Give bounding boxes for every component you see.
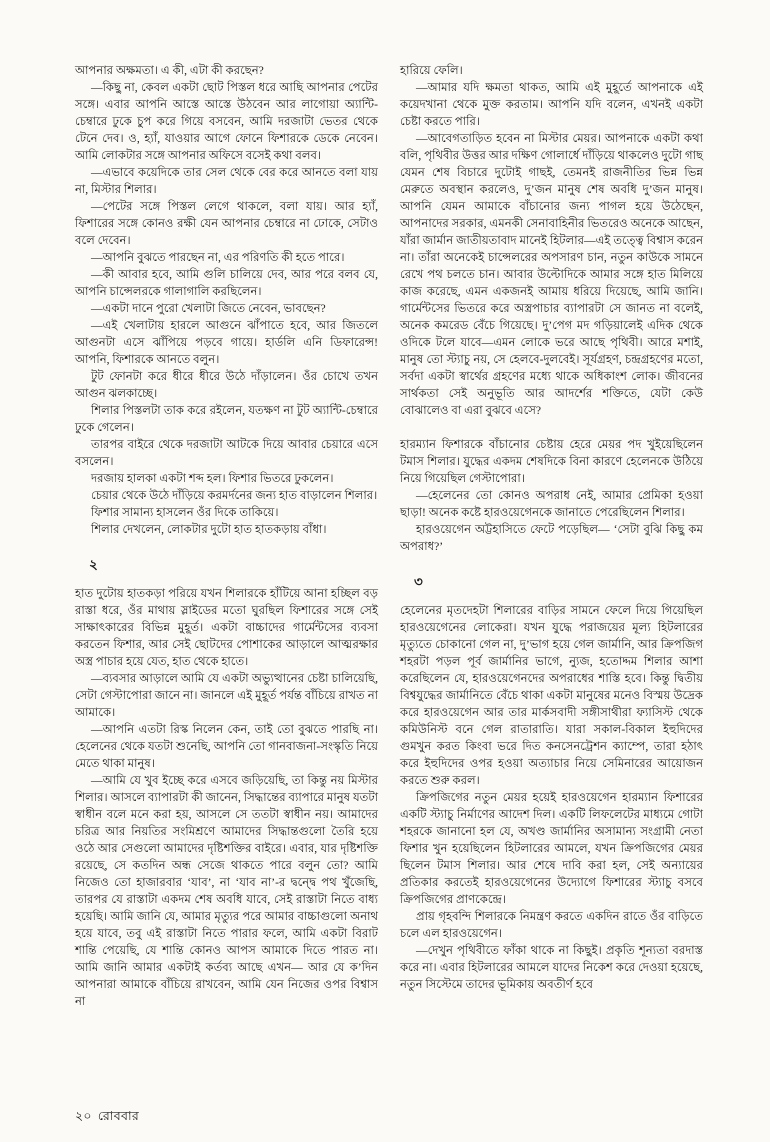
body-paragraph: —আবেগতাড়িত হবেন না মিস্টার মেয়র। আপনাকে একটা কথা বলি, পৃথিবীর উত্তর আর দক্ষিণ গোলার্ধে দাঁড়িয়ে থাকলেও দুটো গাছ যেমন শেষ বিচারে দুটোই গাছই, তেমনই রাজনীতির ভিন্ন ভিন্ন মেরুতে অবস্থান করলেও, দু’জন মানুষ শেষ অবধি দু’জন মানুষ। আপনি যেমন আমাকে বাঁচানোর জন্য পাগল হয়ে উঠেছেন, আপনাদের সরকার, এমনকী সেনাবাহিনীর ভিতরেও অনেকে আছেন, যাঁরা জার্মান জাতীয়তাবাদ মানেই হিটলার—এই তত্ত্বে বিশ্বাস করেন না। তাঁরা অনেকেই চান্সেলরের অপসারণ চান, নতুন কাউকে সামনে রেখে পথ চলতে চান। আবার উল্টোদিকে আমার সঙ্গে হাত মিলিয়ে কাজ করেছে, এমন একজনই আমায় ধরিয়ে দিয়েছে, আমি জানি। গার্মেন্টসের ভিতরে করে অস্ত্রপাচার ব্যাপারটা সে জানত না বলেই, অনেক কমরেড বেঁচে গিয়েছে। দু’পেগ মদ গড়িয়ালেই এদিক থেকে ওদিকে টলে যাবে—এমন লোকে ভরে আছে পৃথিবী। আরে মশাই, মানুষ তো স্ট্যাচু নয়, সে হেলবে-দুলবেই। সূর্যগ্রহণ, চন্দ্রগ্রহণের মতো, সর্বদা একটা স্বার্থের গ্রহণের মধ্যে থাকে অধিকাংশ লোক। জীবনের সার্থকতা সেই অনুভূতি আর আদর্শের শক্তিতে, যেটা কেউ বোঝালেও বা এরা বুঝবে এসে? [400, 132, 703, 417]
body-paragraph: হারওয়েগেন অট্টহাসিতে ফেটে পড়েছিল— ‘সেটা বুঝি কিছু কম অপরাধ?’ [400, 523, 703, 553]
page-number: ২০ [75, 1109, 92, 1123]
body-paragraph: —এভাবে কয়েদিকে তার সেল থেকে বের করে আনতে বলা যায় না, মিস্টার শিলার। [75, 166, 378, 196]
body-paragraph: —আমার যদি ক্ষমতা থাকত, আমি এই মুহূর্তে আপনাকে এই কয়েদখানা থেকে মুক্ত করতাম। আপনি যদি বলেন, এখনই একটা চেষ্টা করতে পারি। [400, 81, 703, 128]
body-paragraph: —পেটের সঙ্গে পিস্তল লেগে থাকলে, বলা যায়। আর হ্যাঁ, ফিশারের সঙ্গে কোনও রক্ষী যেন আপনার চেম্বারে না ঢোকে, সেটাও বলে দেবেন। [75, 200, 378, 247]
body-paragraph: হেলেনের মৃতদেহটা শিলারের বাড়ির সামনে ফেলে দিয়ে গিয়েছিল হারওয়েগেনের লোকেরা। যখন যুদ্ধে পরাজয়ের মূল্য হিটলারের মৃত্যুতে চোকানো গেল না, দু’ভাগ হয়ে গেল জার্মানি, আর ক্রিপজিগ শহরটা পড়ল পূর্ব জার্মানির ভাগে, ন্যুজ, হতোদ্দম শিলার আশা করেছিলেন যে, হারওয়েগেনদের অপরাধের শাস্তি হবে। কিন্তু দ্বিতীয় বিশ্বযুদ্ধের জার্মানিতে বেঁচে থাকা একটা মানুষের মনেও বিস্ময় উদ্রেক করে হারওয়েগেন আর তার মার্কসবাদী সঙ্গীসাথীরা ফ্যাসিস্ট থেকে কমিউনিস্ট বনে গেল রাতারাতি। যারা সকাল-বিকাল ইহুদিদের গুমখুন করত কিংবা ভরে দিত কনসেনট্রেশন ক্যাম্পে, তারা হঠাৎ করে ইহুদিদের ওপর হওয়া অত্যাচার নিয়ে সেমিনারের আয়োজন করতে শুরু করল। [400, 604, 703, 787]
body-paragraph: হারিয়ে ফেলি। [400, 64, 463, 77]
body-paragraph: —হেলেনের তো কোনও অপরাধ নেই, আমার প্রেমিকা হওয়া ছাড়া! অনেক কষ্টে হারওয়েগেনকে জানাতে পেরেছিলেন শিলার। [400, 489, 703, 519]
body-paragraph: —ব্যবসার আড়ালে আমি যে একটা অভ্যুত্থানের চেষ্টা চালিয়েছি, সেটা গেস্টাপোরা জানে না। জানলে এই মুহূর্ত পর্যন্ত বাঁচিয়ে রাখত না আমাকে। [75, 672, 378, 719]
body-paragraph: তারপর বাইরে থেকে দরজাটা আটকে দিয়ে আবার চেয়ারে এসে বসলেন। [75, 438, 378, 468]
publication-name: রোববার [97, 1109, 140, 1123]
text-columns [75, 62, 704, 1010]
section-number: ২ [89, 557, 98, 572]
body-paragraph: দরজায় হালকা একটা শব্দ হল। ফিশার ভিতরে ঢুকলেন। [91, 472, 334, 485]
section-number: ৩ [414, 574, 423, 589]
body-paragraph: —আপনি বুঝতে পারছেন না, এর পরিণতি কী হতে পারে। [91, 251, 345, 264]
body-paragraph: শিলার পিস্তলটা তাক করে রইলেন, যতক্ষণ না টুট অ্যান্টি-চেম্বারে ঢুকে গেলেন। [75, 404, 378, 434]
body-paragraph: হারম্যান ফিশারকে বাঁচানোর চেষ্টায় হেরে মেয়র পদ খুইয়েছিলেন টমাস শিলার। যুদ্ধের একদম শেষদিকে বিনা কারণে হেলেনকে উঠিয়ে নিয়ে গিয়েছিল গেস্টাপোরা। [400, 438, 703, 485]
page-footer [75, 1108, 145, 1128]
body-paragraph: —একটা দানে পুরো খেলাটা জিতে নেবেন, ভাবছেন? [91, 302, 326, 315]
body-paragraph: চেয়ার থেকে উঠে দাঁড়িয়ে করমর্দনের জন্য হাত বাড়ালেন শিলার। [91, 489, 378, 502]
left-column [75, 62, 378, 1010]
body-paragraph: —দেখুন পৃথিবীতে ফাঁকা থাকে না কিছুই। প্রকৃতি শূন্যতা বরদাস্ত করে না। এবার হিটলারের আমলে যাদের নিকেশ করে দেওয়া হয়েছে, নতুন সিস্টেমে তাদের ভূমিকায় অবতীর্ণ হবে [400, 944, 703, 991]
body-paragraph: —কিছু না, কেবল একটা ছোট পিস্তল ধরে আছি আপনার পেটের সঙ্গে। এবার আপনি আস্তে আস্তে উঠবেন আর লাগোয়া অ্যান্টি-চেম্বারে ঢুকে চুপ করে গিয়ে বসবেন, আমি দরজাটা ভেতর থেকে টেনে দেব। ও, হ্যাঁ, যাওয়ার আগে ফোনে ফিশারকে ডেকে নেবেন। আমি লোকটার সঙ্গে আপনার অফিসে বসেই কথা বলব। [75, 81, 378, 162]
body-paragraph: —আমি যে খুব ইচ্ছে করে এসবে জড়িয়েছি, তা কিন্তু নয় মিস্টার শিলার। আসলে ব্যাপারটা কী জানেন, সিদ্ধান্তের ব্যাপারে মানুষ যতটা স্বাধীন বলে মনে করা হয়, আসলে সে ততটা স্বাধীন নয়। আমাদের চরিত্র আর নিয়তির সংমিশ্রণে আমাদের সিদ্ধান্তগুলো তৈরি হয়ে ওঠে আর সেগুলো আমাদের দৃষ্টিশক্তির বাইরে। এবার, যার দৃষ্টিশক্তি রয়েছে, সে কতদিন অন্ধ সেজে থাকতে পারে বলুন তো? আমি নিজেও তো হাজারবার ‘যাব’, না ‘যাব না’-র দ্বন্দ্বে পথ খুঁজেছি, তারপর যে রাস্তাটা একদম শেষ অবধি যাবে, সেই রাস্তাটা নিতে বাধ্য হয়েছি। আমি জানি যে, আমার মৃত্যুর পরে আমার বাচ্চাগুলো অনাথ হয়ে যাবে, তবু এই রাস্তাটা নিতে পারার ফলে, আমি একটা বিরাট শান্তি পেয়েছি, যে শান্তি কোনও আপস আমাকে দিতে পারত না। আমি জানি আমার একটাই কর্তব্য আছে এখন— আর যে ক’দিন আপনারা আমাকে বাঁচিয়ে রাখবেন, আমি যেন নিজের ওপর বিশ্বাস না [75, 774, 378, 1008]
body-paragraph: —আপনি এতটা রিস্ক নিলেন কেন, তাই তো বুঝতে পারছি না। হেলেনের থেকে যতটা শুনেছি, আপনি তো গানবাজনা-সংস্কৃতি নিয়ে মেতে থাকা মানুষ। [75, 723, 378, 770]
body-paragraph: ক্রিপজিগের নতুন মেয়র হয়েই হারওয়েগেন হারম্যান ফিশারের একটি স্ট্যাচু নির্মাণের আদেশ দিল। একটি লিফলেটের মাধ্যমে গোটা শহরকে জানানো হল যে, অখণ্ড জার্মানির অসামান্য সংগ্রামী নেতা ফিশার খুন হয়েছিলেন হিটলারের আমলে, যখন ক্রিপজিগের মেয়র ছিলেন টমাস শিলার। আর শেষে দাবি করা হল, সেই অন্যায়ের প্রতিকার করতেই হারওয়েগেনের উদ্যোগে ফিশারের স্ট্যাচু বসবে ক্রিপজিগের প্রাণকেন্দ্রে। [400, 791, 703, 906]
right-column [400, 62, 703, 1010]
body-paragraph: ফিশার সামান্য হাসলেন ওঁর দিকে তাকিয়ে। [91, 506, 279, 519]
body-paragraph: —কী আবার হবে, আমি গুলি চালিয়ে দেব, আর পরে বলব যে, আপনি চান্সেলরকে গালাগালি করছিলেন। [75, 268, 378, 298]
body-paragraph: প্রায় গৃহবন্দি শিলারকে নিমন্ত্রণ করতে একদিন রাতে ওঁর বাড়িতে চলে এল হারওয়েগেন। [400, 910, 703, 940]
body-paragraph: শিলার দেখলেন, লোকটার দুটো হাত হাতকড়ায় বাঁধা। [91, 523, 327, 536]
body-paragraph: হাত দুটোয় হাতকড়া পরিয়ে যখন শিলারকে হাঁটিয়ে আনা হচ্ছিল বড় রাস্তা ধরে, ওঁর মাথায় স্লাইডের মতো ঘুরছিল ফিশারের সঙ্গে সেই সাক্ষাৎকারের বিভিন্ন মুহূর্ত। একটা বাচ্চাদের গার্মেন্টসের ব্যবসা করতেন ফিশার, আর সেই ছোটদের পোশাকের আড়ালে আত্মরক্ষার অস্ত্র পাচার হয়ে যেত, হাত থেকে হাতে। [75, 587, 378, 668]
body-paragraph: আপনার অক্ষমতা। এ কী, এটা কী করছেন? [75, 64, 264, 77]
body-paragraph: —এই খেলাটায় হারলে আগুনে ঝাঁপাতে হবে, আর জিতলে আগুনটা এসে ঝাঁপিয়ে পড়বে গায়ে। হার্ডলি এনি ডিফারেন্স! আপনি, ফিশারকে আনতে বলুন। [75, 319, 378, 366]
body-paragraph: টুট ফোনটা করে ধীরে ধীরে উঠে দাঁড়ালেন। ওঁর চোখে তখন আগুন ঝলকাচ্ছে। [75, 370, 378, 400]
